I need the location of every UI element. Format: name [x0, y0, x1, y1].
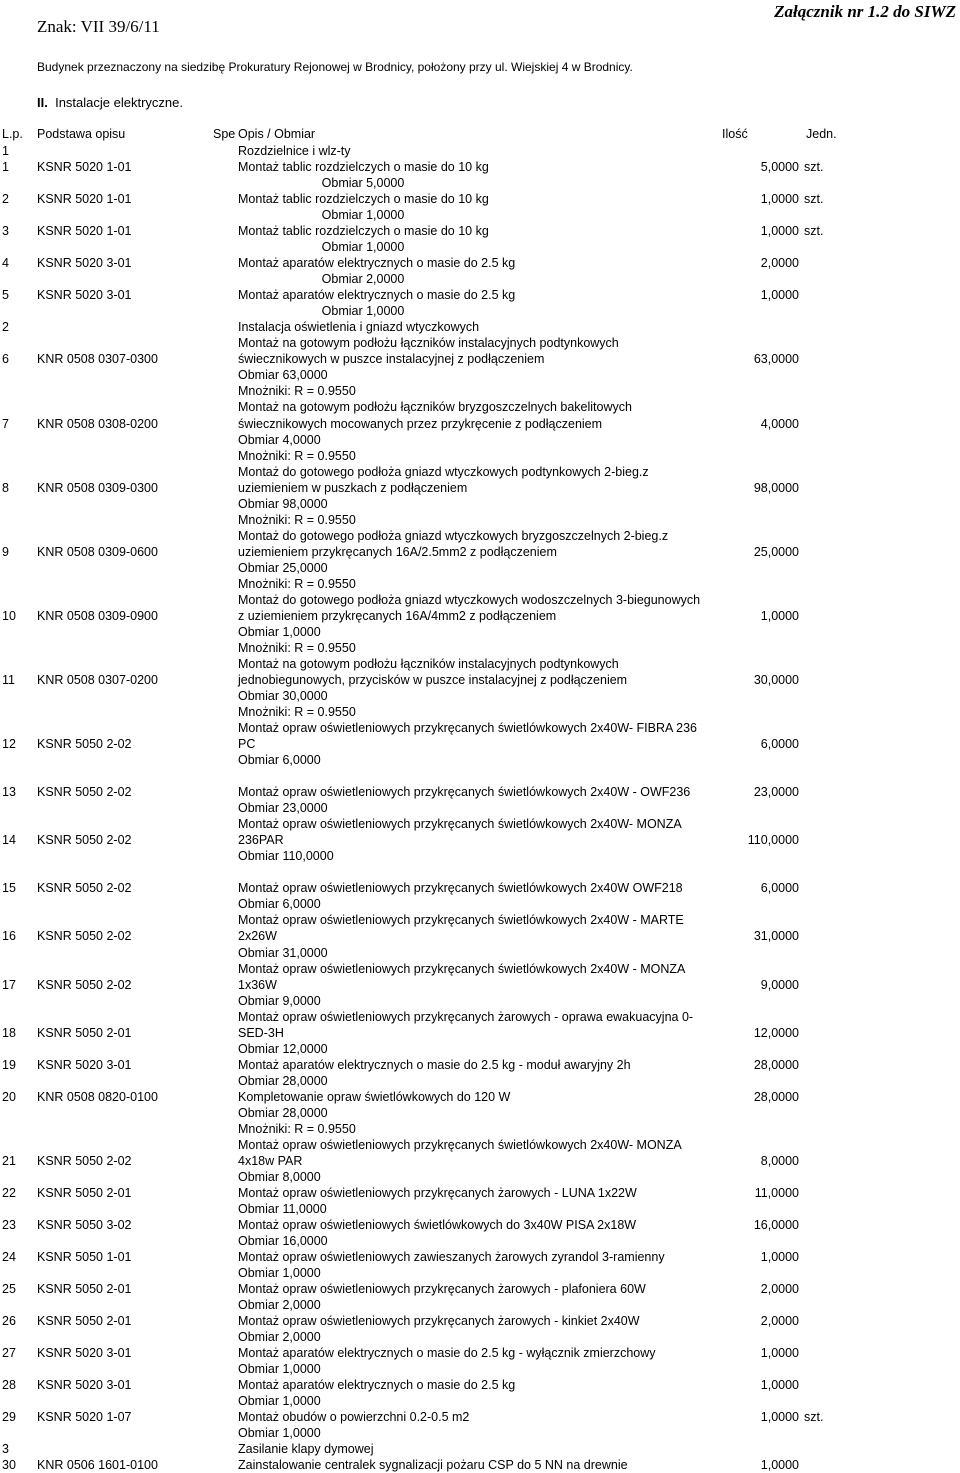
row-description: Mnożniki: R = 0.9550: [238, 577, 356, 591]
row-unit: szt.: [804, 224, 824, 238]
row-basis: KSNR 5050 2-02: [37, 737, 132, 751]
row-description: Obmiar 1,0000: [321, 304, 405, 318]
row-basis: KSNR 5050 2-01: [37, 1314, 132, 1328]
row-basis: KNR 0508 0820-0100: [37, 1090, 158, 1104]
row-unit: szt.: [804, 192, 824, 206]
row-description: Obmiar 9,0000: [238, 994, 321, 1008]
row-number: 29: [2, 1410, 16, 1424]
row-description: Montaż aparatów elektrycznych o masie do 2.5 kg - moduł awaryjny 2h: [238, 1058, 631, 1072]
row-quantity: 63,0000: [753, 352, 799, 366]
row-quantity: 12,0000: [753, 1026, 799, 1040]
row-description: Obmiar 11,0000: [238, 1202, 327, 1216]
row-quantity: 9,0000: [760, 978, 799, 992]
row-basis: KSNR 5050 3-02: [37, 1218, 132, 1232]
row-description: Obmiar 31,0000: [238, 946, 328, 960]
row-description: Obmiar 63,0000: [238, 368, 328, 382]
row-description: Obmiar 1,0000: [321, 208, 405, 222]
row-number: 1: [2, 144, 9, 158]
row-number: 13: [2, 785, 16, 799]
row-description: świecznikowych mocowanych przez przykręcenie z podłączeniem: [238, 417, 603, 431]
row-description: Mnożniki: R = 0.9550: [238, 1122, 356, 1136]
row-description: Montaż opraw oświetleniowych przykręcanych świetlówkowych 2x40W - MONZA: [238, 962, 686, 976]
row-number: 11: [2, 673, 15, 687]
row-quantity: 1,0000: [760, 224, 799, 238]
row-quantity: 1,0000: [760, 1250, 799, 1264]
row-description: Obmiar 2,0000: [321, 272, 405, 286]
row-description: Obmiar 110,0000: [238, 849, 334, 863]
col-header-spec: Spe: [213, 127, 236, 141]
row-description: Kompletowanie opraw świetlówkowych do 120 W: [238, 1090, 511, 1104]
row-description: Montaż opraw oświetleniowych przykręcanych żarowych - LUNA 1x22W: [238, 1186, 637, 1200]
row-number: 25: [2, 1282, 16, 1296]
row-quantity: 8,0000: [760, 1154, 799, 1168]
row-quantity: 1,0000: [760, 609, 799, 623]
row-description: Montaż aparatów elektrycznych o masie do 2.5 kg: [238, 1378, 516, 1392]
row-description: Mnożniki: R = 0.9550: [238, 449, 356, 463]
col-header-basis: Podstawa opisu: [37, 127, 126, 141]
row-basis: KSNR 5020 3-01: [37, 1378, 132, 1392]
row-number: 3: [2, 224, 9, 238]
row-unit: szt.: [804, 1410, 824, 1424]
row-description: Zainstalowanie centralek sygnalizacji pożaru CSP do 5 NN na drewnie: [238, 1458, 628, 1472]
row-basis: KSNR 5020 1-01: [37, 160, 132, 174]
row-number: 7: [2, 417, 9, 431]
row-description: Mnożniki: R = 0.9550: [238, 384, 356, 398]
row-basis: KSNR 5050 2-01: [37, 1186, 132, 1200]
row-description: Obmiar 25,0000: [238, 561, 328, 575]
row-description: Montaż aparatów elektrycznych o masie do 2.5 kg: [238, 288, 516, 302]
row-description: Montaż tablic rozdzielczych o masie do 10 kg: [238, 192, 489, 206]
row-description: Obmiar 1,0000: [238, 1266, 321, 1280]
row-number: 19: [2, 1058, 16, 1072]
row-description: Obmiar 4,0000: [238, 433, 321, 447]
row-description: Obmiar 1,0000: [321, 240, 405, 254]
row-quantity: 5,0000: [760, 160, 799, 174]
row-basis: KSNR 5020 3-01: [37, 1346, 132, 1360]
col-header-unit: Jedn.: [806, 127, 837, 141]
row-description: Montaż na gotowym podłożu łączników instalacyjnych podtynkowych: [238, 657, 619, 671]
row-basis: KNR 0508 0307-0300: [37, 352, 158, 366]
section-number: II.: [37, 95, 48, 110]
row-unit: szt.: [804, 160, 824, 174]
row-description: Montaż opraw oświetleniowych przykręcanych świetlówkowych 2x40W OWF218: [238, 881, 683, 895]
row-number: 12: [2, 737, 16, 751]
row-description: Instalacja oświetlenia i gniazd wtyczkowych: [238, 320, 480, 334]
row-number: 17: [2, 978, 16, 992]
row-number: 24: [2, 1250, 16, 1264]
row-description: Obmiar 2,0000: [238, 1330, 321, 1344]
row-description: 2x26W: [238, 929, 277, 943]
section-title: Instalacje elektryczne.: [55, 95, 183, 110]
row-description: Obmiar 1,0000: [238, 1426, 321, 1440]
row-number: 20: [2, 1090, 16, 1104]
row-number: 3: [2, 1442, 9, 1456]
row-description: PC: [238, 737, 256, 751]
row-number: 2: [2, 192, 9, 206]
row-number: 6: [2, 352, 9, 366]
row-description: Montaż opraw oświetleniowych przykręcanych żarowych - kinkiet 2x40W: [238, 1314, 640, 1328]
row-description: świecznikowych w puszce instalacyjnej z podłączeniem: [238, 352, 545, 366]
row-quantity: 110,0000: [747, 833, 799, 847]
row-number: 16: [2, 929, 16, 943]
row-description: 4x18w PAR: [238, 1154, 303, 1168]
col-header-lp: L.p.: [2, 127, 23, 141]
row-basis: KSNR 5020 3-01: [37, 1058, 132, 1072]
row-number: 5: [2, 288, 9, 302]
row-basis: KNR 0506 1601-0100: [37, 1458, 158, 1472]
row-description: Montaż opraw oświetleniowych świetlówkowych do 3x40W PISA 2x18W: [238, 1218, 637, 1232]
building-description: Budynek przeznaczony na siedzibę Prokuratury Rejonowej w Brodnicy, położony przy ul. Wiejskiej 4 w Brodnicy.: [37, 60, 633, 74]
row-description: Montaż tablic rozdzielczych o masie do 10 kg: [238, 224, 489, 238]
row-description: Rozdzielnice i wlz-ty: [238, 144, 351, 158]
row-number: 4: [2, 256, 9, 270]
col-header-desc: Opis / Obmiar: [238, 127, 316, 141]
row-description: uziemieniem w puszkach z podłączeniem: [238, 481, 468, 495]
row-description: z uziemieniem przykręcanych 16A/4mm2 z podłączeniem: [238, 609, 557, 623]
row-basis: KSNR 5050 2-02: [37, 1154, 132, 1168]
row-basis: KSNR 5020 3-01: [37, 288, 132, 302]
row-description: Montaż obudów o powierzchni 0.2-0.5 m2: [238, 1410, 470, 1424]
row-quantity: 2,0000: [760, 1314, 799, 1328]
row-description: Montaż opraw oświetleniowych przykręcanych świetlówkowych 2x40W- MONZA: [238, 1138, 682, 1152]
attachment-label: Załącznik nr 1.2 do SIWZ: [774, 2, 956, 21]
row-quantity: 6,0000: [760, 881, 799, 895]
row-description: Obmiar 1,0000: [238, 1362, 321, 1376]
row-quantity: 1,0000: [760, 192, 799, 206]
row-description: Obmiar 12,0000: [238, 1042, 328, 1056]
row-number: 15: [2, 881, 16, 895]
row-description: Mnożniki: R = 0.9550: [238, 705, 356, 719]
row-description: Montaż opraw oświetleniowych przykręcanych świetlówkowych 2x40W- FIBRA 236: [238, 721, 697, 735]
row-basis: KSNR 5050 2-02: [37, 833, 132, 847]
row-quantity: 2,0000: [760, 256, 799, 270]
row-quantity: 1,0000: [760, 1346, 799, 1360]
row-description: Montaż na gotowym podłożu łączników instalacyjnych podtynkowych: [238, 336, 619, 350]
row-description: uziemieniem przykręcanych 16A/2.5mm2 z podłączeniem: [238, 545, 557, 559]
row-description: jednobiegunowych, przycisków w puszce instalacyjnej z podłączeniem: [238, 673, 628, 687]
row-description: SED-3H: [238, 1026, 284, 1040]
row-description: Obmiar 28,0000: [238, 1074, 328, 1088]
row-number: 8: [2, 481, 9, 495]
row-description: Obmiar 23,0000: [238, 801, 328, 815]
row-basis: KSNR 5020 3-01: [37, 256, 132, 270]
row-quantity: 2,0000: [760, 1282, 799, 1296]
row-quantity: 1,0000: [760, 1378, 799, 1392]
row-quantity: 1,0000: [760, 288, 799, 302]
row-description: Zasilanie klapy dymowej: [238, 1442, 374, 1456]
row-description: Obmiar 8,0000: [238, 1170, 321, 1184]
row-number: 22: [2, 1186, 16, 1200]
row-description: Montaż do gotowego podłoża gniazd wtyczkowych podtynkowych 2-bieg.z: [238, 465, 649, 479]
row-description: Montaż do gotowego podłoża gniazd wtyczkowych wodoszczelnych 3-biegunowych: [238, 593, 701, 607]
row-basis: KNR 0508 0309-0600: [37, 545, 158, 559]
row-description: Montaż do gotowego podłoża gniazd wtyczkowych bryzgoszczelnych 2-bieg.z: [238, 529, 669, 543]
row-description: Obmiar 28,0000: [238, 1106, 328, 1120]
row-basis: KSNR 5050 2-02: [37, 881, 132, 895]
row-description: Montaż opraw oświetleniowych przykręcanych żarowych - oprawa ewakuacyjna 0-: [238, 1010, 694, 1024]
row-description: Obmiar 98,0000: [238, 497, 328, 511]
row-description: Obmiar 6,0000: [238, 753, 321, 767]
row-basis: KNR 0508 0309-0300: [37, 481, 158, 495]
row-quantity: 6,0000: [760, 737, 799, 751]
row-number: 27: [2, 1346, 16, 1360]
row-description: Montaż opraw oświetleniowych zawieszanych żarowych zyrandol 3-ramienny: [238, 1250, 665, 1264]
row-description: Montaż opraw oświetleniowych przykręcanych żarowych - plafoniera 60W: [238, 1282, 646, 1296]
row-description: Mnożniki: R = 0.9550: [238, 513, 356, 527]
row-number: 30: [2, 1458, 16, 1472]
row-quantity: 4,0000: [760, 417, 799, 431]
row-description: Montaż aparatów elektrycznych o masie do 2.5 kg - wyłącznik zmierzchowy: [238, 1346, 656, 1360]
row-number: 28: [2, 1378, 16, 1392]
col-header-qty: Ilość: [722, 127, 748, 141]
row-description: Obmiar 1,0000: [238, 1394, 321, 1408]
row-number: 26: [2, 1314, 16, 1328]
row-quantity: 28,0000: [753, 1090, 799, 1104]
row-number: 10: [2, 609, 16, 623]
row-basis: KSNR 5050 2-01: [37, 1282, 132, 1296]
row-description: Montaż aparatów elektrycznych o masie do 2.5 kg: [238, 256, 516, 270]
row-number: 23: [2, 1218, 16, 1232]
row-number: 18: [2, 1026, 16, 1040]
row-quantity: 11,0000: [754, 1186, 799, 1200]
row-basis: KNR 0508 0308-0200: [37, 417, 158, 431]
row-basis: KNR 0508 0307-0200: [37, 673, 158, 687]
row-basis: KSNR 5050 2-02: [37, 785, 132, 799]
row-basis: KSNR 5050 1-01: [37, 1250, 132, 1264]
row-number: 1: [2, 160, 9, 174]
row-description: Montaż tablic rozdzielczych o masie do 10 kg: [238, 160, 489, 174]
row-basis: KNR 0508 0309-0900: [37, 609, 158, 623]
row-basis: KSNR 5050 2-02: [37, 978, 132, 992]
row-basis: KSNR 5020 1-01: [37, 192, 132, 206]
row-basis: KSNR 5050 2-02: [37, 929, 132, 943]
row-quantity: 1,0000: [760, 1458, 799, 1472]
row-number: 9: [2, 545, 9, 559]
row-number: 2: [2, 320, 9, 334]
row-description: Montaż opraw oświetleniowych przykręcanych świetlówkowych 2x40W - OWF236: [238, 785, 691, 799]
row-description: Obmiar 6,0000: [238, 897, 321, 911]
row-description: Montaż opraw oświetleniowych przykręcanych świetlówkowych 2x40W - MARTE: [238, 913, 684, 927]
row-quantity: 98,0000: [753, 481, 799, 495]
row-quantity: 23,0000: [753, 785, 799, 799]
row-description: Obmiar 16,0000: [238, 1234, 328, 1248]
row-basis: KSNR 5020 1-07: [37, 1410, 132, 1424]
row-description: Obmiar 1,0000: [238, 625, 321, 639]
row-quantity: 1,0000: [760, 1410, 799, 1424]
row-quantity: 28,0000: [753, 1058, 799, 1072]
row-description: Mnożniki: R = 0.9550: [238, 641, 356, 655]
row-description: Montaż opraw oświetleniowych przykręcanych świetlówkowych 2x40W- MONZA: [238, 817, 682, 831]
row-description: 236PAR: [238, 833, 284, 847]
row-description: Montaż na gotowym podłożu łączników bryzgoszczelnych bakelitowych: [238, 400, 632, 414]
row-quantity: 16,0000: [753, 1218, 799, 1232]
row-description: 1x36W: [238, 978, 277, 992]
row-quantity: 30,0000: [753, 673, 799, 687]
row-description: Obmiar 2,0000: [238, 1298, 321, 1312]
row-quantity: 31,0000: [753, 929, 799, 943]
document-reference: Znak: VII 39/6/11: [37, 17, 160, 36]
row-number: 14: [2, 833, 16, 847]
row-basis: KSNR 5020 1-01: [37, 224, 132, 238]
row-number: 21: [2, 1154, 16, 1168]
row-quantity: 25,0000: [753, 545, 799, 559]
row-description: Obmiar 30,0000: [238, 689, 328, 703]
row-description: Obmiar 5,0000: [321, 176, 405, 190]
row-basis: KSNR 5050 2-01: [37, 1026, 132, 1040]
